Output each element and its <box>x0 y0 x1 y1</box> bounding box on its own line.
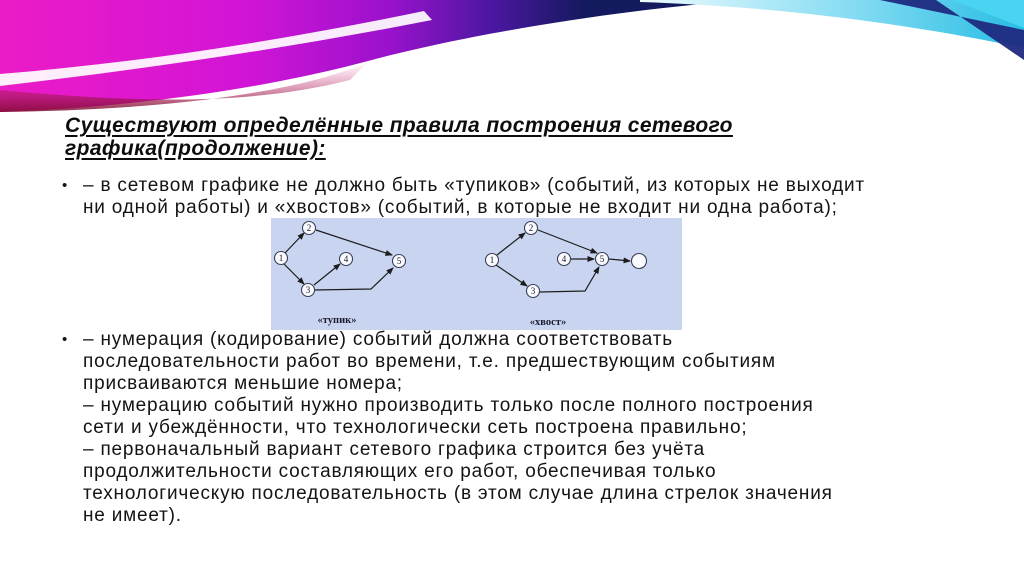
bullet-dead-ends-rule <box>60 175 990 219</box>
bullet2-line6: – первоначальный вариант сетевого графика строится без учёта <box>83 439 706 460</box>
diagram-node-number: 1 <box>278 253 284 264</box>
bullet2-line7: продолжительности составляющих его работ, обеспечивая только <box>83 461 717 482</box>
bullet2-line5: сети и убеждённости, что технологически сеть построена правильно; <box>83 417 748 438</box>
bullet2-line1: – нумерация (кодирование) событий должна соответствовать <box>83 329 673 350</box>
decorative-wave-banner <box>0 0 1024 125</box>
bullet2-line4: – нумерацию событий нужно производить только после полного построения <box>83 395 814 416</box>
slide-title-line2: графика(продолжение): <box>65 137 326 160</box>
bullet-numbering-rules <box>60 329 990 527</box>
wave-pink-swoosh <box>0 0 748 112</box>
wave-cyan-band <box>640 0 1024 48</box>
bullet1-line1: – в сетевом графике не должно быть «тупиков» (событий, из которых не выходит <box>83 175 865 196</box>
diagram-node-number: 5 <box>396 256 402 267</box>
diagram-empty-node <box>632 254 647 269</box>
network-diagram-image <box>271 218 682 330</box>
bullet2-line3: присваиваются меньшие номера; <box>83 373 403 394</box>
diagram-node-number: 1 <box>489 255 495 266</box>
diagram-caption: «хвост» <box>529 317 567 328</box>
bullet2-line8: технологическую последовательность (в этом случае длина стрелок значения <box>83 483 833 504</box>
diagram-node-number: 5 <box>599 254 605 265</box>
diagram-node-number: 4 <box>561 254 567 265</box>
diagram-node-number: 4 <box>343 254 349 265</box>
slide-title <box>65 114 985 160</box>
bullet2-line2: последовательности работ во времени, т.е. предшествующим событиям <box>83 351 776 372</box>
diagram-node-number: 2 <box>306 223 312 234</box>
diagram-node-number: 3 <box>305 285 311 296</box>
bullet-marker: • <box>62 177 69 194</box>
bullet-marker: • <box>62 331 69 348</box>
network-diagram-svg <box>271 218 682 330</box>
bullet2-line9: не имеет). <box>83 505 182 526</box>
bullet1-line2: ни одной работы) и «хвостов» (событий, в которые не входит ни одна работа); <box>83 197 838 218</box>
diagram-background <box>271 218 682 330</box>
diagram-node-number: 3 <box>530 286 536 297</box>
slide-title-line1: Существуют определённые правила построения сетевого <box>65 114 733 137</box>
diagram-caption: «тупик» <box>317 315 357 326</box>
diagram-node-number: 2 <box>528 223 534 234</box>
